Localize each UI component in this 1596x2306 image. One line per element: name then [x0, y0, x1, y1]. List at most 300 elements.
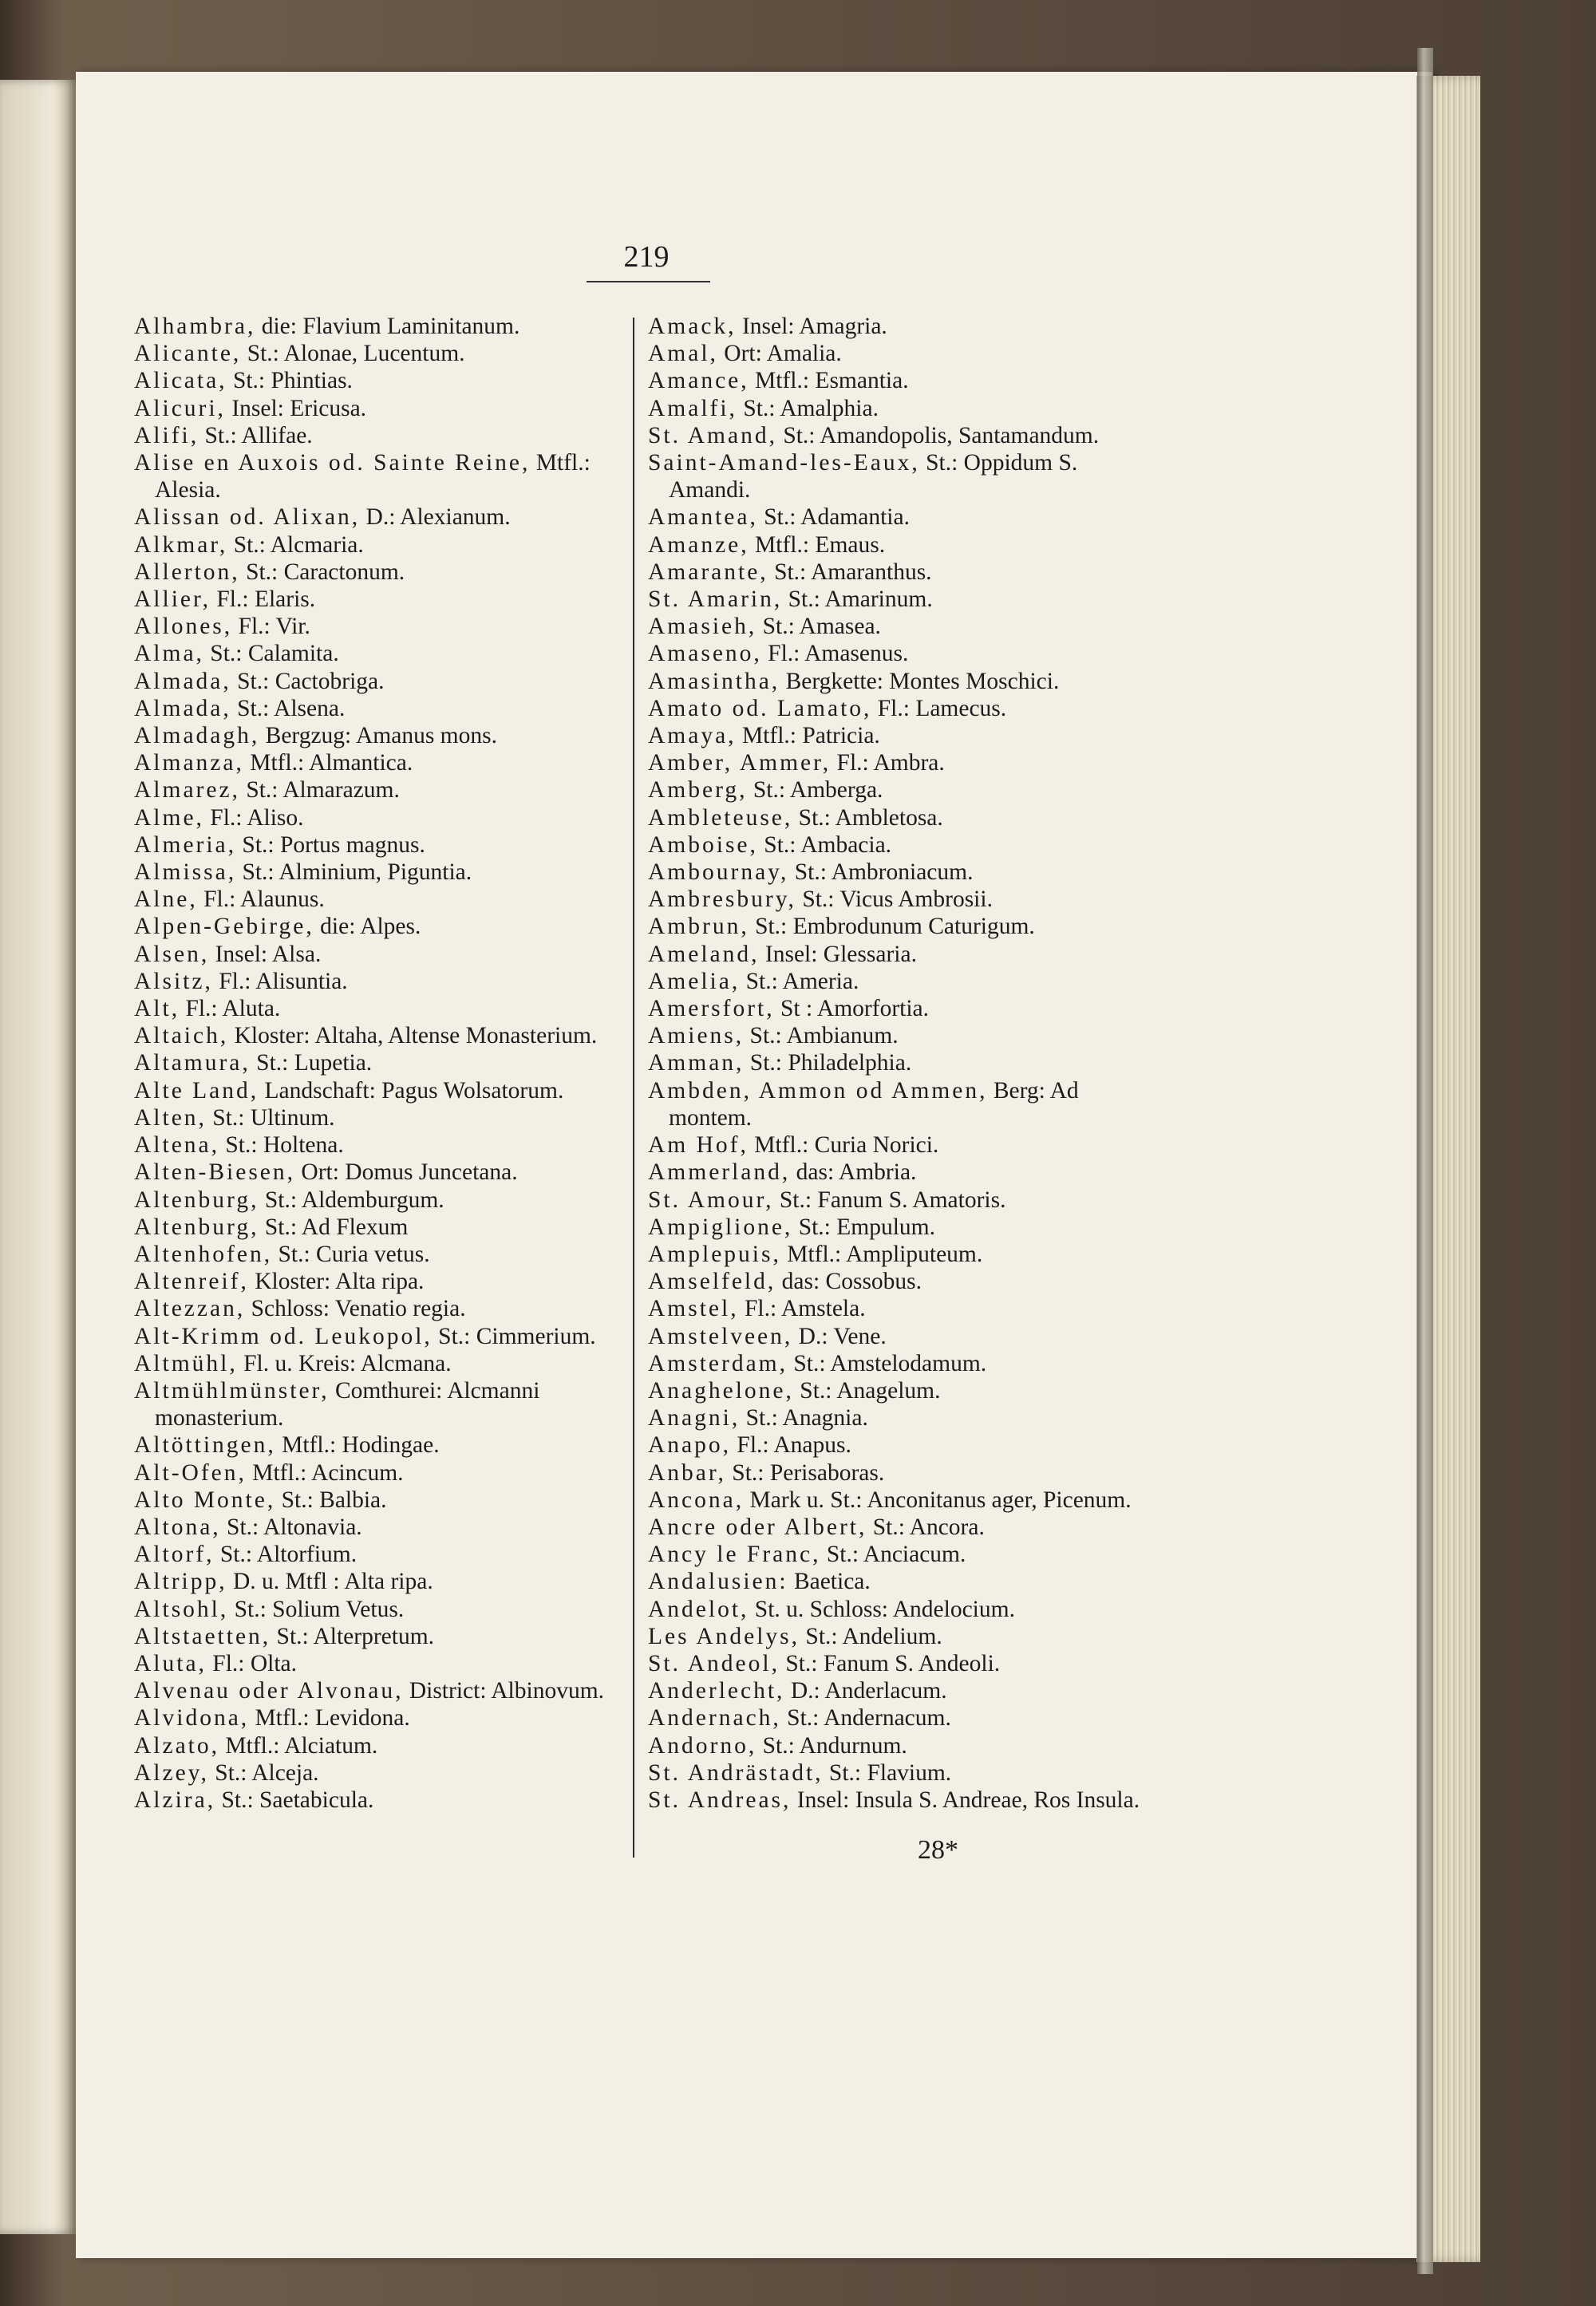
entry-definition: Comthurei: Alcmanni monasterium. — [155, 1377, 540, 1431]
index-entry — [648, 1459, 1159, 1487]
entry-headword: Alme, — [134, 804, 204, 831]
entry-headword: Ambournay, — [648, 859, 789, 886]
page-number: 219 — [623, 240, 670, 274]
entry-headword: Altenhofen, — [134, 1241, 273, 1267]
entry-headword: Alise en Auxois od. Sainte Reine, — [134, 450, 531, 476]
entry-headword: Andelot, — [648, 1596, 749, 1622]
entry-headword: Altstaetten, — [134, 1623, 271, 1649]
entry-headword: Amasintha, — [648, 668, 780, 694]
entry-definition: St.: Amasea. — [757, 614, 881, 640]
index-entry — [648, 804, 1159, 831]
entry-definition: Fl.: Aliso. — [203, 804, 304, 831]
entry-definition: D. u. Mtfl : Alta ripa. — [227, 1569, 433, 1595]
index-entry — [648, 776, 1159, 804]
index-entry — [648, 640, 1159, 667]
entry-headword: Amersfort, — [648, 996, 775, 1022]
entry-headword: Altorf, — [134, 1542, 215, 1568]
entry-definition: D.: Anderlacum. — [784, 1678, 947, 1704]
entry-definition: St.: Cactobriga. — [231, 668, 385, 694]
index-entry — [648, 831, 1159, 859]
index-entry — [134, 913, 645, 940]
entry-headword: Ancre oder Albert, — [648, 1514, 867, 1540]
index-entry — [134, 1104, 645, 1131]
entry-definition: St.: Empulum. — [792, 1214, 935, 1240]
entry-definition: St.: Ancora. — [867, 1514, 985, 1540]
entry-definition: St.: Ameria. — [740, 968, 859, 994]
entry-headword: Altezzan, — [134, 1296, 246, 1322]
entry-headword: Altsohl, — [134, 1596, 229, 1622]
entry-definition: St.: Alterpretum. — [271, 1623, 435, 1649]
entry-definition: Mtfl.: Esmantia. — [749, 368, 909, 394]
entry-definition: Schloss: Venatio regia. — [245, 1296, 466, 1322]
index-entry — [648, 1650, 1159, 1677]
entry-definition: Fl.: Lamecus. — [871, 695, 1007, 721]
index-entry — [134, 859, 645, 886]
index-entry — [648, 886, 1159, 913]
entry-headword: Ambleteuse, — [648, 804, 793, 831]
entry-headword: Ancona, — [648, 1487, 745, 1513]
index-entry — [134, 367, 645, 394]
entry-definition: Mtfl.: Patricia. — [736, 723, 880, 749]
index-entry — [134, 1268, 645, 1295]
index-entry — [648, 1514, 1159, 1541]
entry-definition: St.: Oppidum S. Amandi. — [669, 450, 1078, 503]
index-entry — [648, 1487, 1159, 1514]
index-entry — [134, 804, 645, 831]
entry-headword: Amboise, — [648, 831, 758, 858]
entry-definition: Fl.: Elaris. — [211, 586, 316, 613]
index-entry — [648, 1077, 1159, 1131]
entry-headword: Alt-Krimm od. Leukopol, — [134, 1323, 433, 1349]
entry-headword: Altenburg, — [134, 1214, 259, 1240]
entry-headword: Almissa, — [134, 859, 237, 886]
entry-headword: St. Andreas, — [648, 1787, 792, 1813]
entry-definition: St.: Altonavia. — [220, 1514, 362, 1540]
index-entry — [134, 449, 645, 503]
entry-definition: Fl.: Aluta. — [180, 996, 281, 1022]
entry-definition: Landschaft: Pagus Wolsatorum. — [259, 1077, 564, 1104]
entry-definition: St.: Ad Flexum — [259, 1214, 409, 1240]
entry-headword: Almada, — [134, 668, 231, 694]
index-entry — [648, 1704, 1159, 1731]
index-entry — [134, 1350, 645, 1377]
entry-headword: Amelia, — [648, 968, 741, 994]
entry-headword: Ambrun, — [648, 914, 749, 940]
index-entry — [648, 503, 1159, 531]
entry-headword: Almeria, — [134, 831, 237, 858]
entry-headword: Alhambra, — [134, 314, 256, 339]
index-entry — [648, 1323, 1159, 1350]
entry-definition: Ort: Domus Juncetana. — [295, 1159, 518, 1186]
index-entry — [648, 1187, 1159, 1214]
entry-definition: Mtfl.: Alesia. — [155, 450, 591, 503]
index-entry — [134, 1131, 645, 1159]
entry-definition: St.: Amalphia. — [737, 395, 879, 421]
index-entry — [648, 449, 1159, 503]
index-entry — [134, 749, 645, 776]
index-entry — [134, 968, 645, 995]
index-entry — [648, 1623, 1159, 1650]
index-entry — [134, 668, 645, 695]
entry-headword: Anbar, — [648, 1459, 726, 1486]
entry-definition: St.: Amandopolis, Santamandum. — [776, 422, 1100, 448]
index-entry — [134, 1596, 645, 1623]
index-entry — [134, 1568, 645, 1595]
entry-definition: St.: Anagelum. — [793, 1377, 941, 1404]
index-entry — [648, 749, 1159, 776]
index-entry — [134, 831, 645, 859]
index-entry — [648, 695, 1159, 722]
entry-definition: Fl.: Anapus. — [731, 1432, 851, 1459]
entry-headword: Alicata, — [134, 368, 227, 394]
entry-definition: St.: Solium Vetus. — [228, 1596, 405, 1622]
entry-definition: St.: Calamita. — [203, 641, 339, 667]
entry-headword: Saint-Amand-les-Eaux, — [648, 450, 920, 476]
index-entry — [648, 941, 1159, 968]
entry-headword: St. Andeol, — [648, 1650, 780, 1676]
entry-headword: Alvenau oder Alvonau, — [134, 1678, 404, 1704]
entry-definition: Insel: Alsa. — [209, 941, 322, 967]
entry-headword: Altenreif, — [134, 1269, 249, 1295]
entry-headword: Alte Land, — [134, 1077, 259, 1104]
index-entry — [134, 1677, 645, 1704]
entry-headword: Almadagh, — [134, 723, 260, 749]
index-entry — [648, 1677, 1159, 1704]
entry-headword: Alsen, — [134, 941, 210, 967]
entry-headword: Amalfi, — [648, 395, 737, 421]
entry-definition: die: Alpes. — [314, 914, 421, 940]
index-entry — [134, 1759, 645, 1787]
index-entry — [648, 1759, 1159, 1787]
index-entry — [648, 1241, 1159, 1268]
entry-definition: St.: Embrodunum Caturigum. — [749, 914, 1035, 940]
entry-definition: St.: Alceja. — [208, 1759, 319, 1786]
entry-headword: Alten-Biesen, — [134, 1159, 296, 1186]
index-entry — [648, 1214, 1159, 1241]
entry-definition: Insel: Glessaria. — [759, 941, 917, 967]
entry-definition: St.: Saetabicula. — [215, 1787, 374, 1813]
previous-page-edge — [0, 80, 76, 2234]
entry-headword: Amanze, — [648, 531, 749, 558]
entry-definition: St.: Aldemburgum. — [259, 1187, 444, 1213]
right-column — [648, 313, 1159, 1814]
entry-definition: Mtfl.: Ampliputeum. — [780, 1241, 983, 1267]
entry-definition: die: Flavium Laminitanum. — [255, 314, 520, 339]
index-entry — [648, 722, 1159, 749]
index-entry — [648, 1596, 1159, 1623]
entry-definition: St.: Flavium. — [823, 1759, 952, 1786]
entry-definition: Fl.: Ambra. — [831, 750, 945, 776]
index-entry — [134, 1295, 645, 1322]
entry-definition: Fl.: Alaunus. — [197, 886, 325, 913]
entry-definition: St.: Alcmaria. — [227, 531, 364, 558]
entry-headword: Andalusien: — [648, 1569, 788, 1595]
entry-headword: Amsterdam, — [648, 1350, 788, 1376]
index-entry — [648, 859, 1159, 886]
entry-definition: Mtfl.: Curia Norici. — [748, 1132, 939, 1159]
entry-definition: Mtfl.: Acincum. — [246, 1459, 404, 1486]
entry-headword: Alzato, — [134, 1732, 220, 1759]
index-entry — [648, 586, 1159, 613]
entry-headword: Altena, — [134, 1132, 220, 1159]
entry-headword: Allones, — [134, 614, 233, 640]
index-entry — [134, 1323, 645, 1350]
index-entry — [134, 1704, 645, 1731]
entry-headword: Les Andelys, — [648, 1623, 800, 1649]
index-entry — [134, 531, 645, 559]
entry-definition: Kloster: Altaha, Altense Monasterium. — [228, 1023, 598, 1049]
index-entry — [134, 1214, 645, 1241]
entry-headword: Alicuri, — [134, 395, 226, 421]
entry-definition: St : Amorfortia. — [774, 996, 930, 1022]
entry-headword: Anagni, — [648, 1405, 741, 1431]
index-entry — [648, 1159, 1159, 1186]
entry-headword: Alt-Ofen, — [134, 1459, 247, 1486]
entry-definition: St.: Alonae, Lucentum. — [241, 341, 465, 367]
index-entry — [134, 1487, 645, 1514]
entry-definition: Bergzug: Amanus mons. — [259, 723, 497, 749]
index-entry — [134, 776, 645, 804]
entry-headword: Almada, — [134, 695, 231, 721]
entry-definition: St.: Balbia. — [275, 1487, 387, 1513]
entry-headword: Alten, — [134, 1104, 207, 1131]
entry-definition: St.: Ambianum. — [744, 1023, 899, 1049]
entry-definition: St.: Fanum S. Amatoris. — [773, 1187, 1006, 1213]
index-entry — [134, 1049, 645, 1076]
entry-definition: St.: Andernacum. — [780, 1705, 951, 1731]
index-entry — [648, 968, 1159, 995]
entry-headword: St. Amand, — [648, 422, 777, 448]
index-entry — [648, 559, 1159, 586]
entry-headword: Altona, — [134, 1514, 221, 1540]
entry-headword: Amselfeld, — [648, 1269, 776, 1295]
entry-headword: Amack, — [648, 314, 737, 339]
index-entry — [134, 1377, 645, 1431]
index-entry — [134, 1022, 645, 1049]
entry-headword: St. Amour, — [648, 1187, 774, 1213]
index-entry — [648, 1131, 1159, 1159]
index-entry — [648, 340, 1159, 367]
index-entry — [134, 1077, 645, 1104]
entry-definition: St.: Caractonum. — [239, 559, 405, 585]
entry-definition: St.: Allifae. — [199, 422, 313, 448]
entry-definition: Fl.: Amasenus. — [761, 641, 909, 667]
entry-headword: Alvidona, — [134, 1705, 250, 1731]
entry-definition: das: Ambria. — [790, 1159, 917, 1186]
index-entry — [134, 1159, 645, 1186]
index-entry — [648, 1732, 1159, 1759]
entry-definition: St.: Ambletosa. — [792, 804, 943, 831]
entry-headword: Amato od. Lamato, — [648, 695, 872, 721]
entry-headword: Amman, — [648, 1050, 745, 1076]
entry-definition: D.: Alexianum. — [360, 504, 511, 531]
entry-headword: Alifi, — [134, 422, 200, 448]
entry-headword: Andorno, — [648, 1732, 757, 1759]
entry-definition: Mtfl.: Hodingae. — [275, 1432, 440, 1459]
entry-definition: Fl.: Alisuntia. — [212, 968, 348, 994]
index-entry — [134, 559, 645, 586]
index-entry — [648, 1431, 1159, 1459]
left-column — [134, 313, 645, 1814]
index-entry — [134, 1187, 645, 1214]
entry-headword: Alzey, — [134, 1759, 209, 1786]
entry-headword: Aluta, — [134, 1650, 207, 1676]
index-entry — [134, 695, 645, 722]
entry-definition: St.: Holtena. — [219, 1132, 344, 1159]
entry-definition: das: Cossobus. — [776, 1269, 922, 1295]
index-entry — [648, 1268, 1159, 1295]
index-entry — [648, 1377, 1159, 1404]
entry-headword: Anaghelone, — [648, 1377, 794, 1404]
index-entry — [648, 1568, 1159, 1595]
entry-definition: St.: Amarinum. — [782, 586, 933, 613]
entry-headword: Ampiglione, — [648, 1214, 793, 1240]
entry-headword: Amaseno, — [648, 641, 762, 667]
entry-headword: Alicante, — [134, 341, 242, 367]
entry-definition: St.: Portus magnus. — [236, 831, 425, 858]
entry-definition: St.: Cimmerium. — [432, 1323, 596, 1349]
entry-headword: Amstelveen, — [648, 1323, 793, 1349]
entry-definition: Insel: Insula S. Andreae, Ros Insula. — [791, 1787, 1140, 1813]
entry-headword: Altmühl, — [134, 1350, 238, 1376]
index-entry — [648, 1049, 1159, 1076]
entry-headword: Amberg, — [648, 777, 748, 804]
entry-headword: Altaich, — [134, 1023, 229, 1049]
index-entry — [134, 1787, 645, 1814]
page-number-rule — [587, 281, 710, 282]
entry-definition: St.: Amstelodamum. — [788, 1350, 987, 1376]
index-entry — [134, 1541, 645, 1568]
entry-definition: St.: Ambacia. — [757, 831, 892, 858]
entry-headword: Amance, — [648, 368, 749, 394]
entry-definition: Bergkette: Montes Moschici. — [780, 668, 1060, 694]
index-entry — [134, 640, 645, 667]
entry-headword: Alpen-Gebirge, — [134, 914, 314, 940]
entry-definition: St.: Anciacum. — [820, 1542, 966, 1568]
index-entry — [648, 313, 1159, 340]
index-entry — [134, 722, 645, 749]
entry-definition: St.: Anagnia. — [740, 1405, 868, 1431]
entry-headword: Alto Monte, — [134, 1487, 276, 1513]
index-entry — [134, 395, 645, 422]
entry-definition: Mark u. St.: Anconitanus ager, Picenum. — [744, 1487, 1132, 1513]
entry-headword: Andernach, — [648, 1705, 781, 1731]
entry-definition: St.: Andurnum. — [757, 1732, 907, 1759]
entry-headword: Altenburg, — [134, 1187, 259, 1213]
entry-definition: Insel: Ericusa. — [225, 395, 367, 421]
entry-definition: St.: Lupetia. — [250, 1050, 373, 1076]
entry-headword: Ambden, Ammon od Ammen, — [648, 1077, 988, 1104]
entry-definition: St.: Adamantia. — [757, 504, 910, 531]
entry-definition: Fl. u. Kreis: Alcmana. — [237, 1350, 452, 1376]
index-entry — [134, 1431, 645, 1459]
entry-definition: St.: Ultinum. — [206, 1104, 335, 1131]
entry-headword: Altöttingen, — [134, 1432, 276, 1459]
index-entry — [648, 1404, 1159, 1431]
entry-definition: St.: Almarazum. — [239, 777, 400, 804]
entry-headword: Alzira, — [134, 1787, 216, 1813]
entry-headword: Almarez, — [134, 777, 240, 804]
entry-headword: Anderlecht, — [648, 1678, 785, 1704]
entry-definition: Berg: Ad montem. — [669, 1077, 1079, 1131]
index-entry — [134, 313, 645, 340]
index-entry — [134, 1623, 645, 1650]
index-entry — [648, 913, 1159, 940]
entry-headword: Am Hof, — [648, 1132, 749, 1159]
column-divider — [633, 318, 634, 1858]
entry-headword: Almanza, — [134, 750, 244, 776]
index-entry — [648, 1541, 1159, 1568]
entry-headword: Amaya, — [648, 723, 737, 749]
entry-definition: St.: Amaranthus. — [768, 559, 932, 585]
entry-definition: St.: Vicus Ambrosii. — [796, 886, 993, 913]
index-entry — [134, 1459, 645, 1487]
entry-headword: Altmühlmünster, — [134, 1377, 330, 1404]
index-entry — [648, 1295, 1159, 1322]
index-entry — [648, 668, 1159, 695]
entry-headword: Amasieh, — [648, 614, 757, 640]
entry-headword: Alt, — [134, 996, 180, 1022]
index-entry — [648, 395, 1159, 422]
entry-definition: Baetica. — [788, 1569, 871, 1595]
index-entry — [648, 1350, 1159, 1377]
entry-definition: St.: Altorfium. — [214, 1542, 358, 1568]
index-entry — [648, 531, 1159, 559]
entry-headword: Amber, Ammer, — [648, 750, 832, 776]
index-entry — [648, 367, 1159, 394]
entry-headword: Amiens, — [648, 1023, 745, 1049]
entry-headword: Amarante, — [648, 559, 768, 585]
entry-headword: Ameland, — [648, 941, 760, 967]
entry-definition: Mtfl.: Levidona. — [249, 1705, 410, 1731]
entry-headword: Anapo, — [648, 1432, 732, 1459]
entry-definition: Mtfl.: Alciatum. — [219, 1732, 378, 1759]
entry-headword: Alissan od. Alixan, — [134, 504, 361, 531]
entry-definition: St.: Andelium. — [800, 1623, 942, 1649]
entry-definition: St.: Ambroniacum. — [788, 859, 974, 886]
entry-headword: Altamura, — [134, 1050, 251, 1076]
index-entry — [134, 941, 645, 968]
entry-definition: Ort: Amalia. — [717, 341, 842, 367]
entry-definition: Fl.: Amstela. — [738, 1296, 866, 1322]
entry-headword: Ambresbury, — [648, 886, 796, 913]
entry-headword: Altripp, — [134, 1569, 227, 1595]
entry-headword: Alma, — [134, 641, 204, 667]
entry-headword: Alkmar, — [134, 531, 228, 558]
entry-definition: Mtfl.: Almantica. — [243, 750, 413, 776]
entry-headword: Amantea, — [648, 504, 758, 531]
index-entry — [134, 1514, 645, 1541]
entry-headword: Alsitz, — [134, 968, 213, 994]
index-entry — [134, 1241, 645, 1268]
entry-headword: Amal, — [648, 341, 718, 367]
index-entry — [648, 613, 1159, 640]
entry-headword: Ammerland, — [648, 1159, 791, 1186]
index-entry — [134, 613, 645, 640]
entry-definition: St.: Phintias. — [227, 368, 353, 394]
index-entry — [134, 995, 645, 1022]
index-entry — [134, 1650, 645, 1677]
entry-definition: Insel: Amagria. — [736, 314, 887, 339]
index-entry — [134, 503, 645, 531]
entry-definition: St.: Alsena. — [231, 695, 346, 721]
entry-definition: St.: Fanum S. Andeoli. — [779, 1650, 1001, 1676]
entry-headword: Alne, — [134, 886, 198, 913]
index-entry — [134, 422, 645, 449]
entry-definition: Fl.: Olta. — [206, 1650, 298, 1676]
entry-definition: St.: Perisaboras. — [725, 1459, 885, 1486]
entry-definition: St.: Curia vetus. — [272, 1241, 430, 1267]
